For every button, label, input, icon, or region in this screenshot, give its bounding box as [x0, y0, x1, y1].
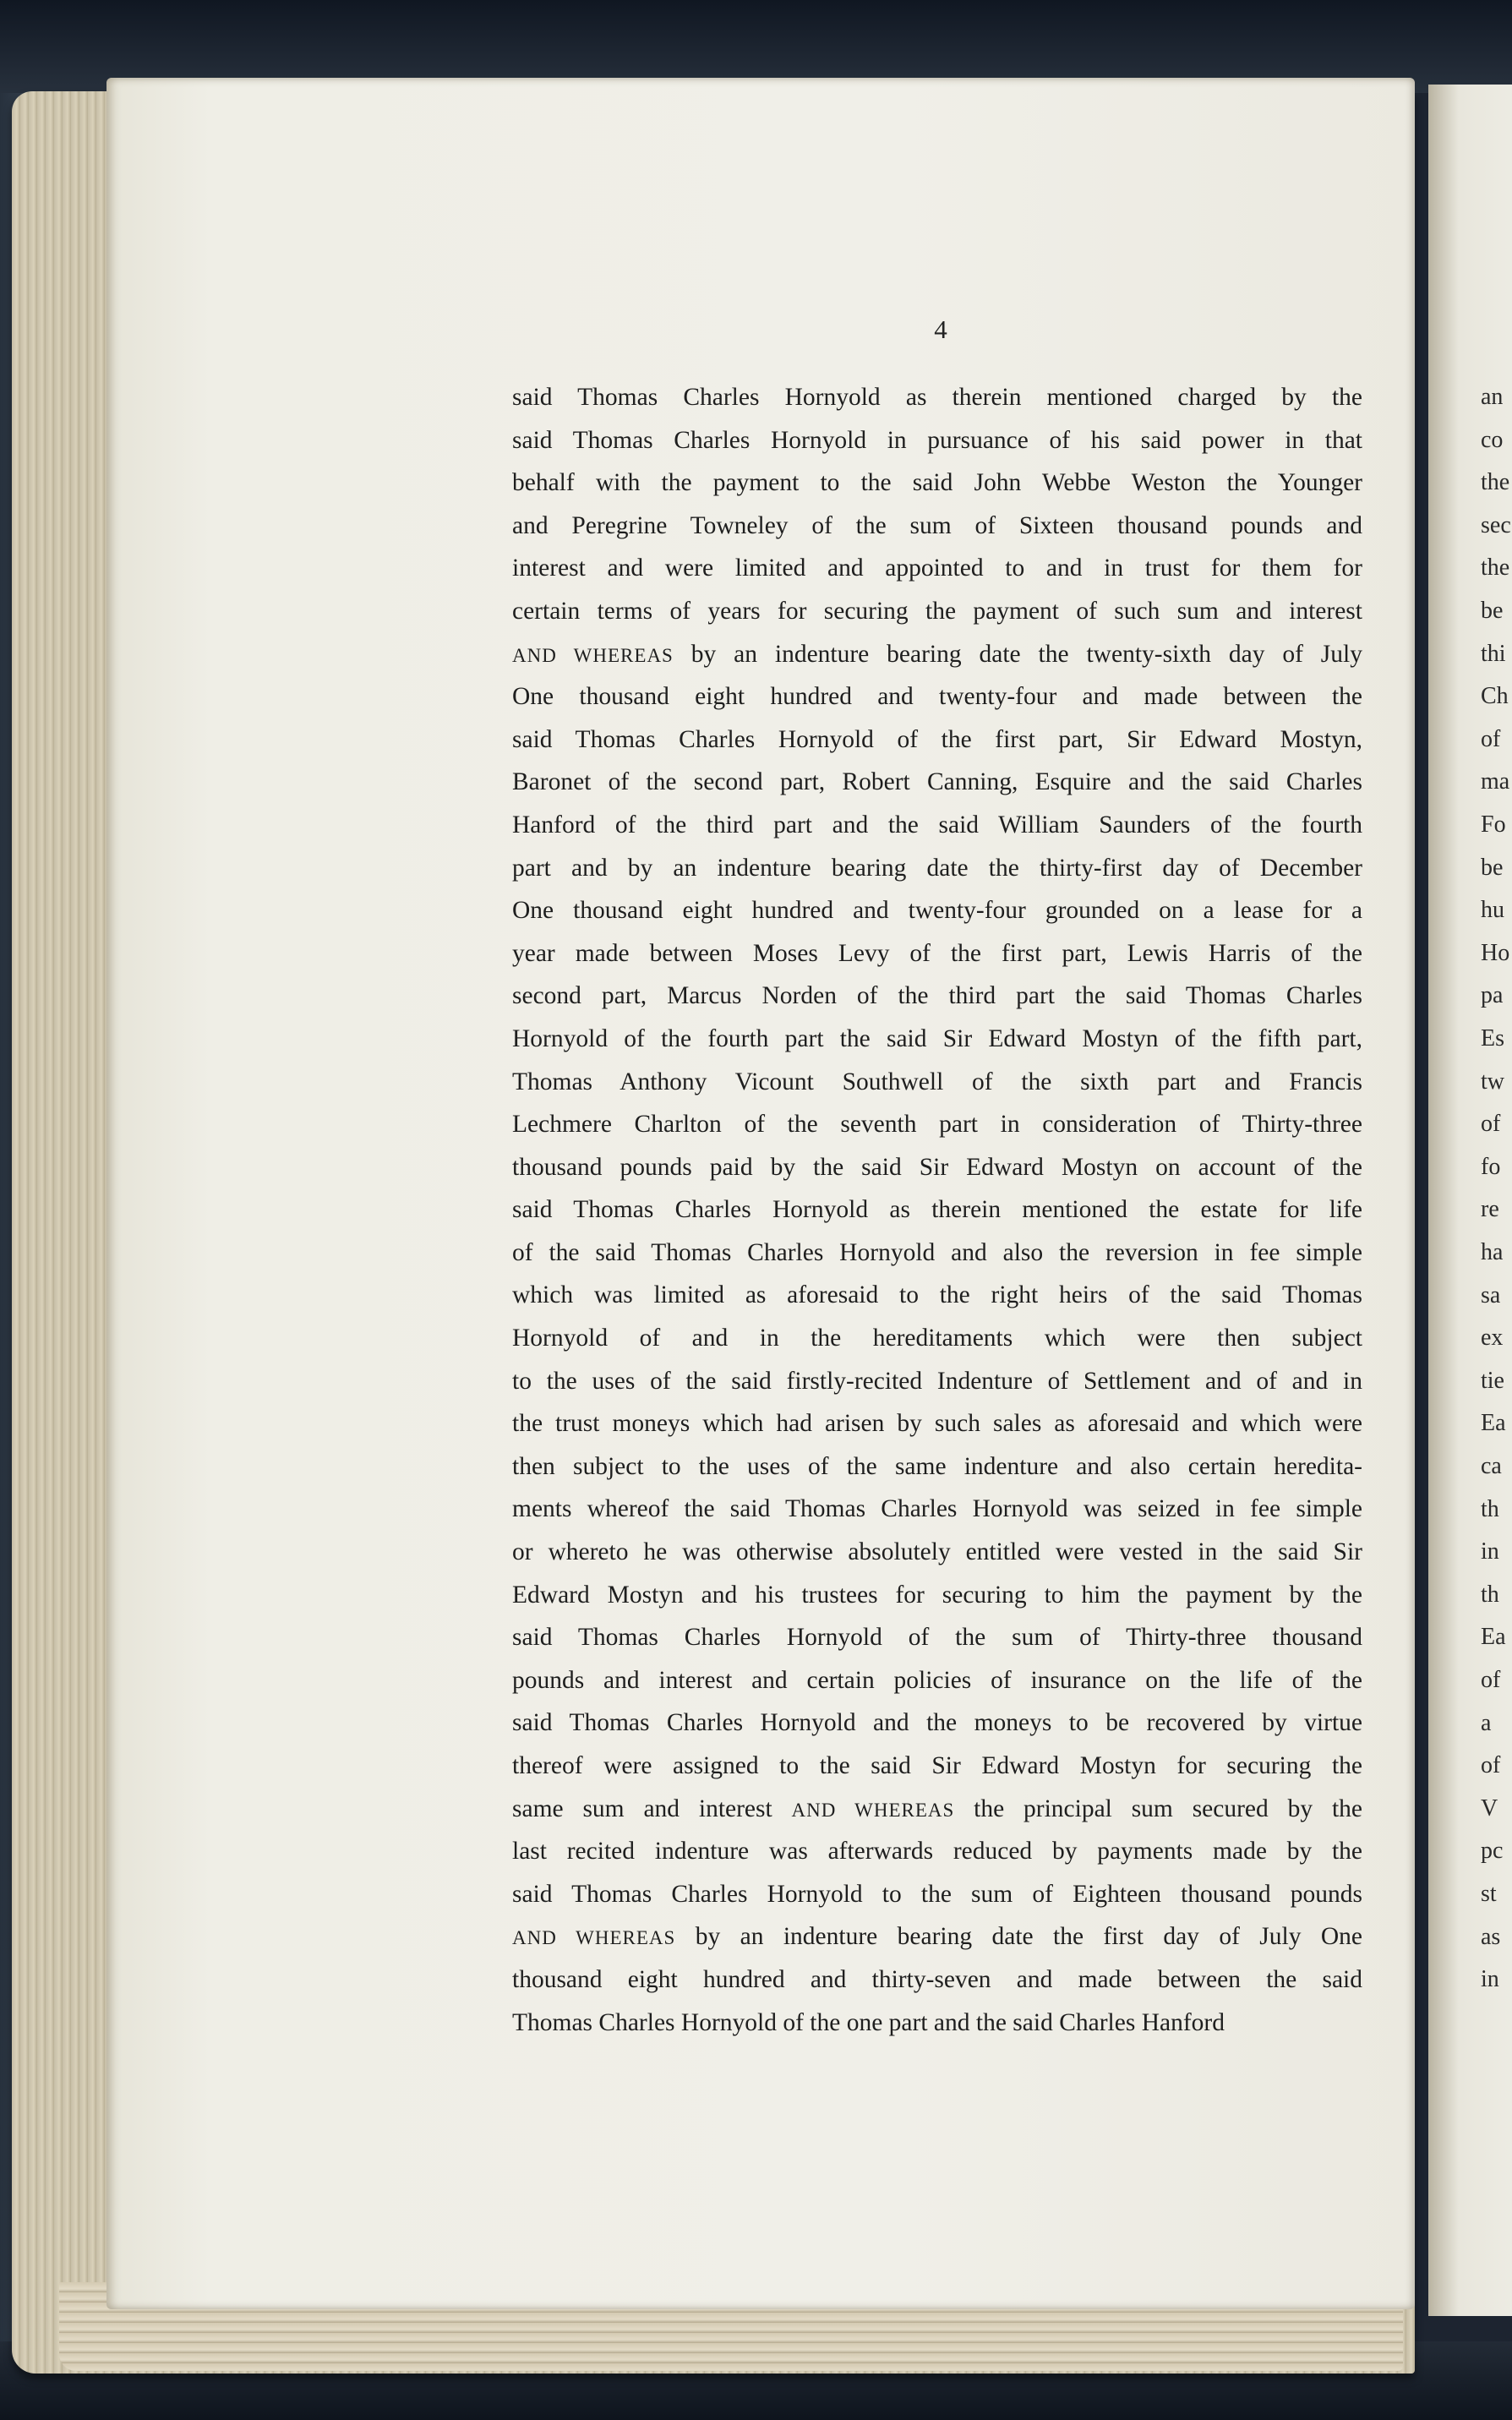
facing-page-fragment: of	[1481, 1111, 1501, 1138]
facing-page-fragment: th	[1481, 1495, 1499, 1522]
text-line	[512, 718, 1362, 762]
text-line-content: by an indenture bearing date the twenty-sixth day of July	[673, 640, 1362, 668]
text-line-content: pounds and interest and certain policies of insurance on the life of the	[512, 1666, 1362, 1694]
text-line-content: year made between Moses Levy of the first part, Lewis Harris of the	[512, 939, 1362, 967]
text-line-content: and Peregrine Towneley of the sum of Sixteen thousand pounds and	[512, 511, 1362, 539]
text-line-content: Thomas Charles Hornyold of the one part and the said Charles Hanford	[512, 2008, 1225, 2036]
text-line	[512, 419, 1362, 462]
text-line	[512, 1146, 1362, 1189]
text-line	[512, 1915, 1362, 1958]
text-line	[512, 2002, 1362, 2045]
text-line	[512, 1574, 1362, 1617]
text-line-content: of the said Thomas Charles Hornyold and also the reversion in fee simple	[512, 1238, 1362, 1266]
facing-page-fragment: Ea	[1481, 1410, 1506, 1437]
text-line-content: Hornyold of and in the hereditaments which were then subject	[512, 1325, 1362, 1352]
text-line	[512, 1018, 1362, 1061]
text-line	[512, 1702, 1362, 1745]
facing-page-fragment: in	[1481, 1966, 1499, 1993]
text-line	[512, 1188, 1362, 1232]
facing-page-fragment: tie	[1481, 1367, 1504, 1394]
facing-page-fragment: Es	[1481, 1025, 1504, 1052]
facing-page-fragment: st	[1481, 1881, 1497, 1907]
facing-page-fragment: V	[1481, 1795, 1498, 1822]
facing-page-fragment: of	[1481, 1752, 1501, 1779]
facing-page-fragment: as	[1481, 1923, 1501, 1950]
text-line	[512, 975, 1362, 1018]
page-number: 4	[934, 314, 947, 344]
text-line-content: or whereto he was otherwise absolutely entitled were vested in the said Sir	[512, 1538, 1362, 1566]
text-line	[512, 633, 1362, 676]
facing-page-fragment: co	[1481, 426, 1504, 453]
facing-page-fragment: a	[1481, 1709, 1492, 1736]
text-line-content: One thousand eight hundred and twenty-four grounded on a lease for a	[512, 897, 1362, 925]
facing-page-fragment: fo	[1481, 1153, 1501, 1180]
text-line	[512, 1830, 1362, 1873]
text-line-content: certain terms of years for securing the payment of such sum and interest	[512, 597, 1362, 625]
text-line-content: interest and were limited and appointed to and in trust for them for	[512, 554, 1362, 582]
text-line	[512, 1745, 1362, 1788]
text-line	[512, 1274, 1362, 1317]
text-line	[512, 675, 1362, 718]
facing-page	[1428, 85, 1512, 2316]
text-line-content: said Thomas Charles Hornyold as therein mentioned charged by the	[512, 384, 1362, 411]
facing-page-fragment: Ch	[1481, 683, 1509, 710]
text-line	[512, 1103, 1362, 1146]
text-line-prefix: same sum and interest	[512, 1795, 792, 1822]
text-line	[512, 1788, 1362, 1831]
text-line-content: second part, Marcus Norden of the third part the said Thomas Charles	[512, 982, 1362, 1010]
text-line-content: said Thomas Charles Hornyold in pursuance of his said power in that	[512, 426, 1362, 454]
text-line-content: Hornyold of the fourth part the said Sir Edward Mostyn of the fifth part,	[512, 1024, 1362, 1052]
text-line-content: One thousand eight hundred and twenty-four and made between the	[512, 683, 1362, 711]
text-line-content: said Thomas Charles Hornyold of the sum of Thirty-three thousand	[512, 1624, 1362, 1652]
text-line-content: thousand eight hundred and thirty-seven and made between the said	[512, 1965, 1362, 1993]
text-line-content: said Thomas Charles Hornyold and the moneys to be recovered by virtue	[512, 1709, 1362, 1737]
text-line	[512, 847, 1362, 890]
text-line-content: Lechmere Charlton of the seventh part in consideration of Thirty-three	[512, 1111, 1362, 1139]
text-line-content: ments whereof the said Thomas Charles Hornyold was seized in fee simple	[512, 1495, 1362, 1523]
text-line-content: Thomas Anthony Vicount Southwell of the sixth part and Francis	[512, 1068, 1362, 1095]
small-caps-lead: AND WHEREAS	[512, 644, 674, 666]
text-line-content: behalf with the payment to the said John Webbe Weston the Younger	[512, 469, 1362, 497]
text-line-content: the principal sum secured by the	[954, 1795, 1362, 1822]
text-line-content: Baronet of the second part, Robert Canning, Esquire and the said Charles	[512, 768, 1362, 796]
text-line	[512, 932, 1362, 975]
text-line	[512, 761, 1362, 804]
facing-page-fragment: Fo	[1481, 811, 1506, 838]
text-line	[512, 1616, 1362, 1659]
text-line-content: last recited indenture was afterwards reduced by payments made by the	[512, 1838, 1362, 1866]
facing-page-fragment: ex	[1481, 1325, 1504, 1352]
text-line	[512, 1061, 1362, 1104]
text-line	[512, 590, 1362, 633]
text-line-content: by an indenture bearing date the first day of July One	[675, 1923, 1362, 1951]
facing-page-fragment: pa	[1481, 982, 1504, 1009]
facing-page-fragment: of	[1481, 725, 1501, 752]
text-line	[512, 1531, 1362, 1574]
text-line-content: Edward Mostyn and his trustees for securing to him the payment by the	[512, 1581, 1362, 1609]
facing-page-fragment: th	[1481, 1581, 1499, 1608]
text-line	[512, 1317, 1362, 1360]
facing-page-fragment: Ho	[1481, 939, 1510, 966]
facing-page-fragment: hu	[1481, 897, 1504, 924]
text-line	[512, 1659, 1362, 1702]
facing-page-fragment: in	[1481, 1538, 1499, 1565]
text-line	[512, 1360, 1362, 1403]
facing-page-fragment: re	[1481, 1196, 1499, 1223]
text-line	[512, 376, 1362, 419]
facing-page-fragment: tw	[1481, 1068, 1504, 1095]
facing-page-fragment: the	[1481, 469, 1510, 496]
text-line	[512, 1445, 1362, 1489]
text-line-content: said Thomas Charles Hornyold to the sum of Eighteen thousand pounds	[512, 1880, 1362, 1908]
facing-page-fragment: be	[1481, 854, 1504, 881]
text-line-content: said Thomas Charles Hornyold of the first part, Sir Edward Mostyn,	[512, 725, 1362, 753]
facing-page-fragment: thi	[1481, 640, 1506, 667]
text-line	[512, 505, 1362, 548]
facing-page-fragment: ma	[1481, 768, 1510, 795]
facing-page-fragment: the	[1481, 554, 1510, 582]
text-line-content: part and by an indenture bearing date the thirty-first day of December	[512, 854, 1362, 882]
facing-page-fragment: be	[1481, 598, 1504, 624]
text-line-content: then subject to the uses of the same indenture and also certain heredita-	[512, 1452, 1362, 1480]
body-text	[512, 376, 1362, 2044]
text-line	[512, 1402, 1362, 1445]
text-line	[512, 1958, 1362, 2002]
facing-page-fragment: of	[1481, 1667, 1501, 1693]
text-line	[512, 889, 1362, 932]
text-line	[512, 1873, 1362, 1916]
facing-page-fragment: ca	[1481, 1453, 1502, 1479]
facing-page-fragment: ha	[1481, 1239, 1504, 1265]
facing-page-fragment: sec	[1481, 511, 1511, 538]
facing-page-fragment: sa	[1481, 1281, 1501, 1308]
text-line	[512, 462, 1362, 505]
small-caps-lead: AND WHEREAS	[791, 1799, 955, 1821]
text-line-content: Hanford of the third part and the said William Saunders of the fourth	[512, 811, 1362, 839]
text-line-content: to the uses of the said firstly-recited Indenture of Settlement and of and in	[512, 1367, 1362, 1395]
text-line	[512, 547, 1362, 590]
text-line-content: the trust moneys which had arisen by such sales as aforesaid and which were	[512, 1410, 1362, 1438]
text-line-content: which was limited as aforesaid to the right heirs of the said Thomas	[512, 1281, 1362, 1309]
facing-page-fragment: an	[1481, 384, 1504, 410]
text-line	[512, 804, 1362, 847]
text-line-content: thereof were assigned to the said Sir Edward Mostyn for securing the	[512, 1752, 1362, 1779]
text-line	[512, 1232, 1362, 1275]
facing-page-fragment: pc	[1481, 1838, 1504, 1865]
small-caps-lead: AND WHEREAS	[512, 1927, 676, 1949]
text-line-content: thousand pounds paid by the said Sir Edward Mostyn on account of the	[512, 1153, 1362, 1181]
text-line-content: said Thomas Charles Hornyold as therein mentioned the estate for life	[512, 1196, 1362, 1224]
facing-page-fragment: Ea	[1481, 1624, 1506, 1651]
text-line	[512, 1488, 1362, 1531]
